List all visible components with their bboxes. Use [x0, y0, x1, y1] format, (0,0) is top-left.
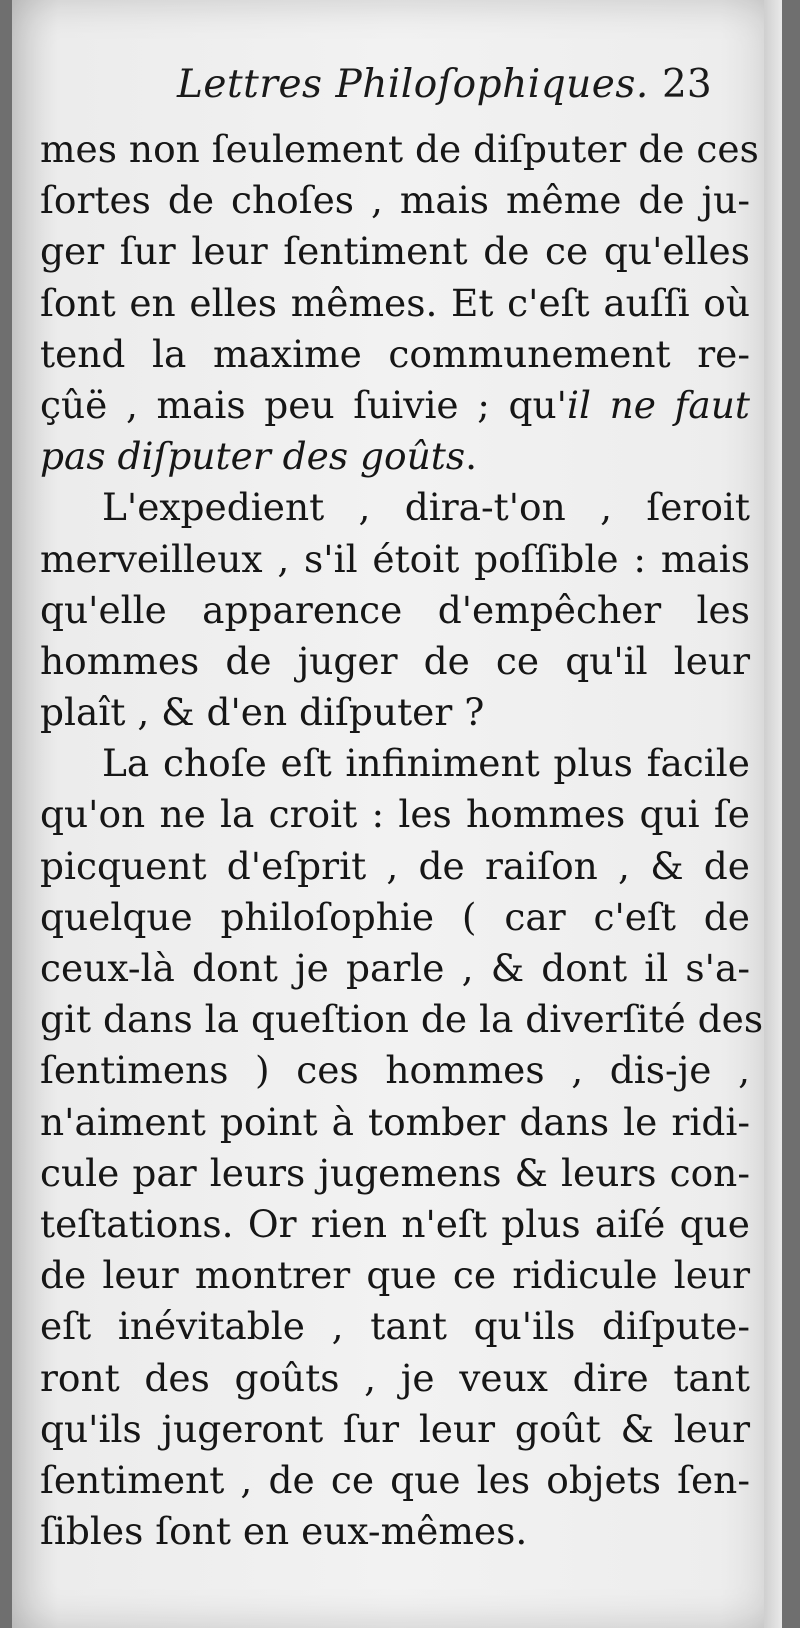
- paragraph: [40, 124, 759, 482]
- text-segment: qu'ils jugeront ſur leur goût & leur: [40, 1406, 750, 1451]
- text-segment: ſentimens ) ces hommes , dis-je ,: [40, 1048, 750, 1093]
- text-segment: çûë , mais peu ſuivie ; qu': [40, 382, 567, 427]
- page-sheet: [12, 0, 782, 1628]
- page-number: 23: [662, 62, 712, 107]
- text-line: [40, 482, 750, 533]
- text-line: [40, 534, 750, 585]
- text-line: [40, 380, 750, 431]
- running-title: Lettres Philoſophiques.: [177, 62, 649, 107]
- text-segment: qu'elle apparence d'empêcher les: [40, 587, 750, 632]
- text-line: [40, 124, 759, 175]
- text-line: [40, 1045, 750, 1096]
- text-segment: cule par leurs jugemens & leurs con-: [40, 1150, 750, 1195]
- body-text: [40, 124, 764, 1557]
- text-segment: mes non ſeulement de diſputer de ces: [40, 127, 759, 171]
- text-segment: picquent d'eſprit , de raiſon , & de: [40, 843, 750, 888]
- italic-segment: pas diſputer des goûts: [40, 434, 466, 479]
- text-segment: ſentiment , de ce que les objets ſen-: [40, 1457, 750, 1502]
- page-edge: [764, 0, 782, 1628]
- text-segment: quelque philoſophie ( car c'eſt de: [40, 894, 750, 939]
- text-segment: ſibles ſont en eux-mêmes.: [40, 1509, 528, 1554]
- text-segment: eſt inévitable , tant qu'ils diſpute-: [40, 1304, 750, 1349]
- text-segment: hommes de juger de ce qu'il leur: [40, 638, 750, 683]
- text-line: [40, 636, 750, 687]
- text-line: [40, 585, 750, 636]
- text-segment: ſont en elles mêmes. Et c'eſt auſſi où: [40, 280, 750, 325]
- text-segment: git dans la queſtion de la diverſité des: [40, 997, 764, 1042]
- text-segment: ſortes de choſes , mais même de ju-: [40, 178, 750, 223]
- italic-segment: il ne faut: [566, 382, 750, 427]
- text-segment: qu'on ne la croit : les hommes qui ſe: [40, 792, 750, 837]
- text-segment: ront des goûts , je veux dire tant: [40, 1355, 750, 1400]
- text-segment: de leur montrer que ce ridicule leur: [40, 1253, 750, 1298]
- text-line: [40, 1506, 750, 1557]
- text-line: [40, 431, 750, 482]
- text-segment: La choſe eſt infiniment plus facile: [102, 741, 750, 786]
- text-line: [40, 994, 764, 1045]
- text-segment: merveilleux , s'il étoit poſſible : mais: [40, 536, 750, 581]
- paragraph: [40, 482, 750, 738]
- text-line: [40, 738, 750, 789]
- text-line: [40, 1455, 750, 1506]
- running-header: [12, 62, 782, 122]
- paragraph: [40, 738, 764, 1557]
- text-line: [40, 278, 750, 329]
- text-line: [40, 1250, 750, 1301]
- text-segment: L'expedient , dira-t'on , ſeroit: [102, 485, 750, 530]
- text-line: [40, 789, 750, 840]
- text-line: [40, 841, 750, 892]
- text-segment: .: [465, 434, 478, 479]
- text-line: [40, 226, 750, 277]
- text-line: [40, 1404, 750, 1455]
- text-segment: ger ſur leur ſentiment de ce qu'elles: [40, 229, 750, 274]
- text-line: [40, 1199, 750, 1250]
- text-line: [40, 892, 750, 943]
- text-line: [40, 687, 750, 738]
- text-segment: teſtations. Or rien n'eſt plus aiſé que: [40, 1201, 750, 1246]
- text-line: [40, 1097, 750, 1148]
- text-segment: tend la maxime communement re-: [40, 331, 750, 376]
- text-segment: ceux-là dont je parle , & dont il s'a-: [40, 946, 750, 990]
- text-line: [40, 175, 750, 226]
- text-line: [40, 1301, 750, 1352]
- text-segment: plaît , & d'en diſputer ?: [40, 690, 485, 735]
- text-line: [40, 1353, 750, 1404]
- text-segment: n'aiment point à tomber dans le ridi-: [40, 1099, 750, 1144]
- text-line: [40, 329, 750, 380]
- text-line: [40, 943, 750, 994]
- text-line: [40, 1148, 750, 1199]
